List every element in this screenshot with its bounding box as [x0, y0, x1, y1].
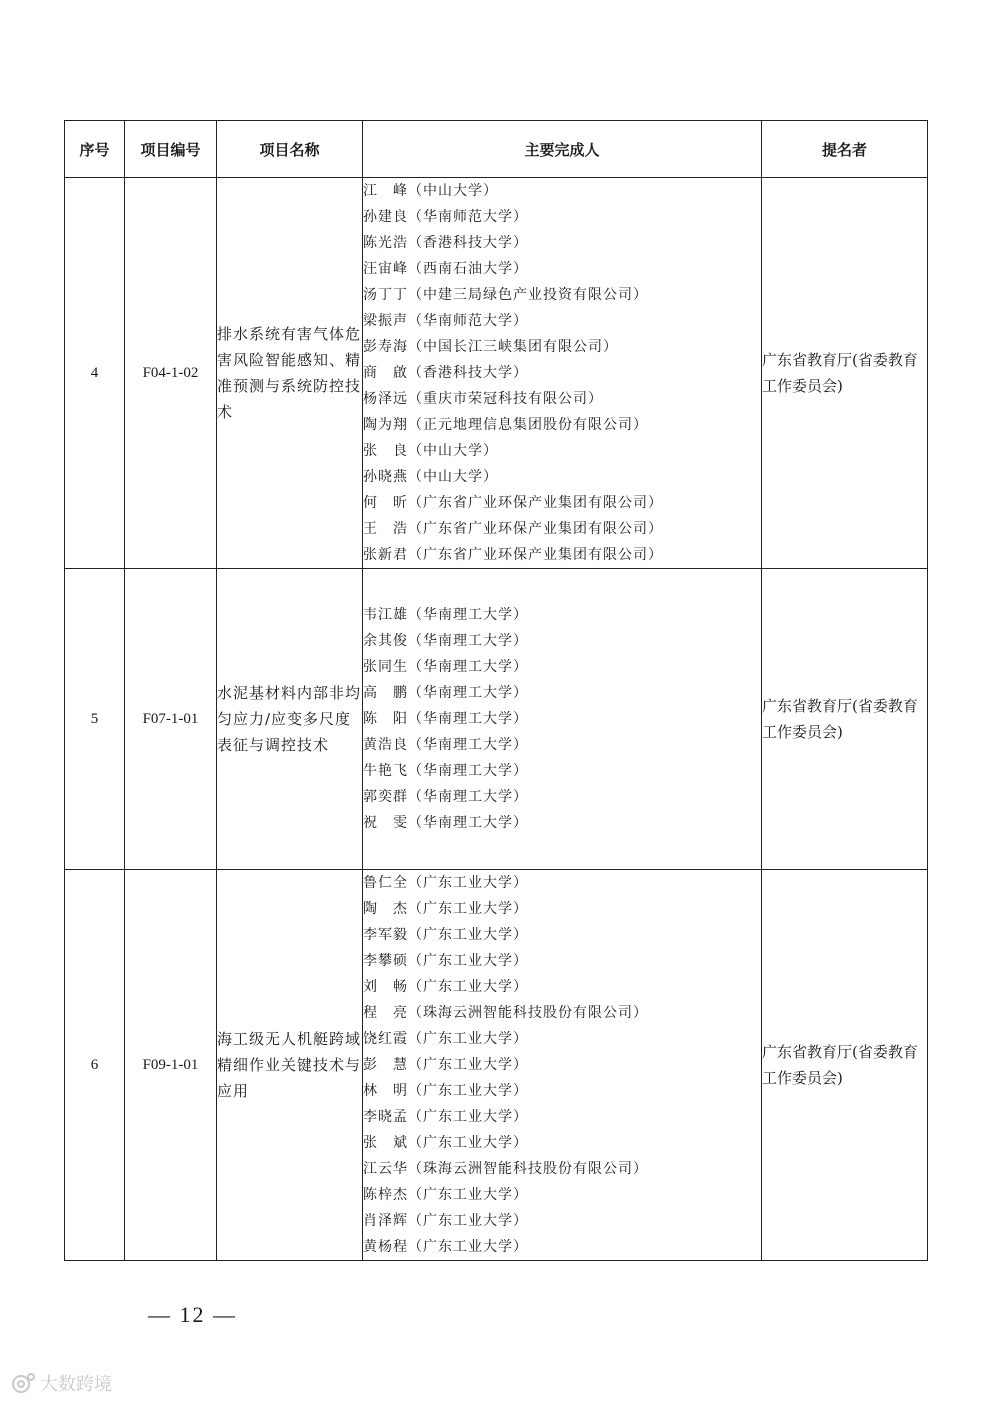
person-entry: 郭奕群（华南理工大学）	[363, 789, 528, 805]
camera-logo-icon	[10, 1372, 36, 1394]
person-entry: 何 昕（广东省广业环保产业集团有限公司）	[363, 495, 663, 511]
person-entry: 陈光浩（香港科技大学）	[363, 235, 528, 251]
person-entry: 彭 慧（广东工业大学）	[363, 1057, 528, 1073]
header-nominator: 提名者	[762, 121, 928, 178]
person-entry: 张 良（中山大学）	[363, 443, 498, 459]
person-entry: 余其俊（华南理工大学）	[363, 633, 528, 649]
person-entry: 汤丁丁（中建三局绿色产业投资有限公司）	[363, 287, 648, 303]
person-entry: 汪宙峰（西南石油大学）	[363, 261, 528, 277]
row-project-name: 水泥基材料内部非均匀应力/应变多尺度表征与调控技术	[217, 569, 363, 870]
person-entry: 梁振声（华南师范大学）	[363, 313, 528, 329]
watermark	[10, 1370, 112, 1396]
person-entry: 杨泽远（重庆市荣冠科技有限公司）	[363, 391, 603, 407]
person-entry: 祝 雯（华南理工大学）	[363, 815, 528, 831]
row-nominator: 广东省教育厅(省委教育工作委员会)	[762, 870, 928, 1261]
person-entry: 程 亮（珠海云洲智能科技股份有限公司）	[363, 1005, 648, 1021]
row-num: 6	[65, 870, 125, 1261]
watermark-text: 大数跨境	[40, 1374, 112, 1395]
table-header-row	[65, 121, 928, 178]
person-entry: 江云华（珠海云洲智能科技股份有限公司）	[363, 1161, 648, 1177]
person-entry: 王 浩（广东省广业环保产业集团有限公司）	[363, 521, 663, 537]
row-num: 5	[65, 569, 125, 870]
row-nominator: 广东省教育厅(省委教育工作委员会)	[762, 178, 928, 569]
row-code: F07-1-01	[125, 569, 217, 870]
person-entry: 鲁仁全（广东工业大学）	[363, 875, 528, 891]
person-entry: 孙建良（华南师范大学）	[363, 209, 528, 225]
person-entry: 彭寿海（中国长江三峡集团有限公司）	[363, 339, 618, 355]
person-entry: 陈梓杰（广东工业大学）	[363, 1187, 528, 1203]
person-entry: 林 明（广东工业大学）	[363, 1083, 528, 1099]
awards-table	[64, 120, 928, 1261]
table-row	[65, 569, 928, 870]
person-entry: 刘 畅（广东工业大学）	[363, 979, 528, 995]
row-people	[363, 569, 762, 870]
person-entry: 商 啟（香港科技大学）	[363, 365, 528, 381]
person-entry: 肖泽辉（广东工业大学）	[363, 1213, 528, 1229]
person-entry: 张同生（华南理工大学）	[363, 659, 528, 675]
row-nominator: 广东省教育厅(省委教育工作委员会)	[762, 569, 928, 870]
row-people	[363, 178, 762, 569]
person-entry: 饶红霞（广东工业大学）	[363, 1031, 528, 1047]
person-entry: 陶为翔（正元地理信息集团股份有限公司）	[363, 417, 648, 433]
header-code: 项目编号	[125, 121, 217, 178]
person-entry: 李晓孟（广东工业大学）	[363, 1109, 528, 1125]
person-entry: 韦江雄（华南理工大学）	[363, 607, 528, 623]
person-entry: 黄浩良（华南理工大学）	[363, 737, 528, 753]
row-people	[363, 870, 762, 1261]
table-row	[65, 178, 928, 569]
row-project-name: 排水系统有害气体危害风险智能感知、精准预测与系统防控技术	[217, 178, 363, 569]
person-entry: 高 鹏（华南理工大学）	[363, 685, 528, 701]
page-number: — 12 —	[148, 1302, 237, 1327]
person-entry: 李攀硕（广东工业大学）	[363, 953, 528, 969]
table-row	[65, 870, 928, 1261]
person-entry: 牛艳飞（华南理工大学）	[363, 763, 528, 779]
row-num: 4	[65, 178, 125, 569]
person-entry: 陈 阳（华南理工大学）	[363, 711, 528, 727]
header-name: 项目名称	[217, 121, 363, 178]
row-project-name: 海工级无人机艇跨域精细作业关键技术与应用	[217, 870, 363, 1261]
person-entry: 李军毅（广东工业大学）	[363, 927, 528, 943]
person-entry: 孙晓燕（中山大学）	[363, 469, 498, 485]
header-people: 主要完成人	[363, 121, 762, 178]
row-code: F04-1-02	[125, 178, 217, 569]
table-body	[65, 178, 928, 1261]
person-entry: 黄杨程（广东工业大学）	[363, 1239, 528, 1255]
row-code: F09-1-01	[125, 870, 217, 1261]
person-entry: 陶 杰（广东工业大学）	[363, 901, 528, 917]
person-entry: 张新君（广东省广业环保产业集团有限公司）	[363, 547, 663, 563]
header-num: 序号	[65, 121, 125, 178]
person-entry: 江 峰（中山大学）	[363, 183, 498, 199]
person-entry: 张 斌（广东工业大学）	[363, 1135, 528, 1151]
